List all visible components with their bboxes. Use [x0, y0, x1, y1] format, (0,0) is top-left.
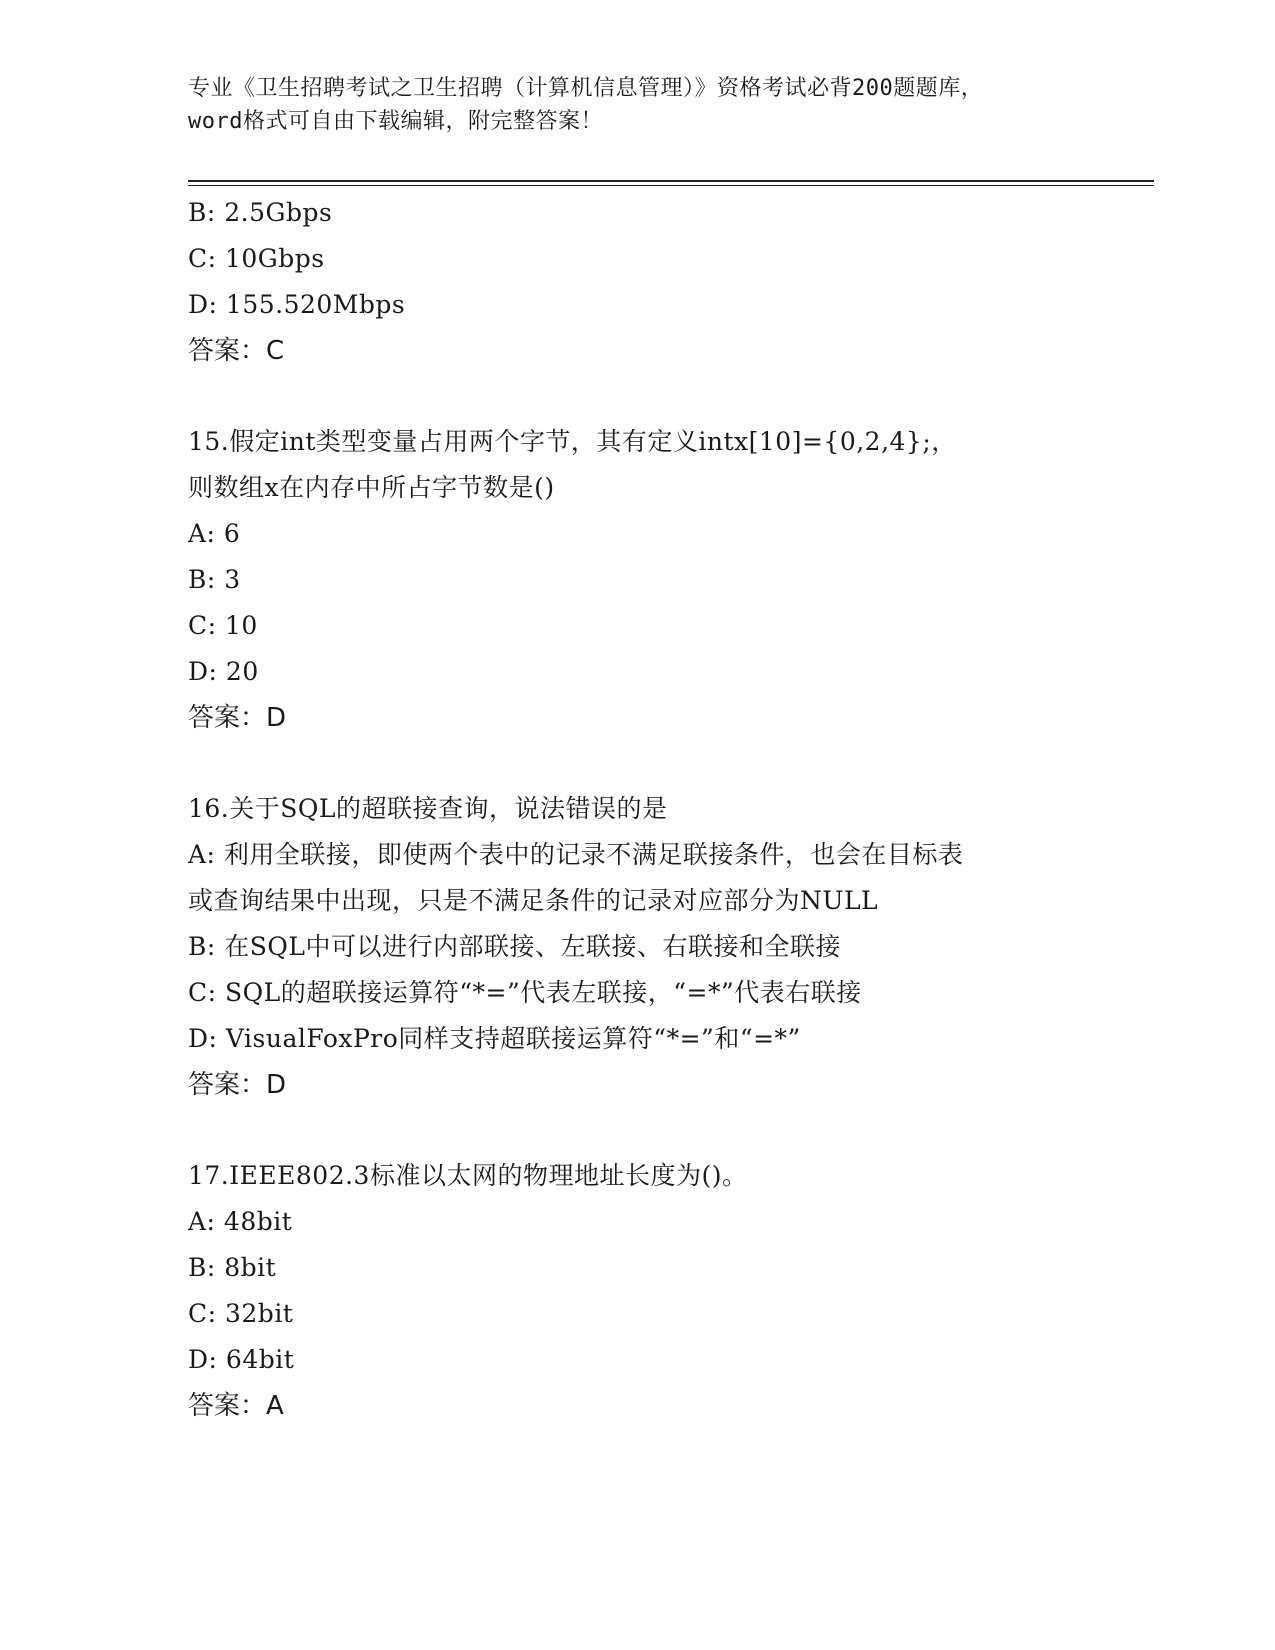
- option-b: B: 3: [188, 565, 241, 594]
- option-a: A: 48bit: [188, 1207, 293, 1236]
- option-c: C: 10Gbps: [188, 244, 325, 273]
- option-c: C: 10: [188, 611, 258, 640]
- document-header: [188, 72, 1088, 138]
- answer-line: 答案：C: [188, 336, 285, 366]
- question-stem: 17.IEEE802.3标准以太网的物理地址长度为()。: [188, 1161, 748, 1190]
- document-body: [188, 190, 1088, 1429]
- option-a: A: 利用全联接，即使两个表中的记录不满足联接条件，也会在目标表: [188, 840, 964, 869]
- option-c: C: SQL的超联接运算符“*=”代表左联接，“=*”代表右联接: [188, 978, 862, 1007]
- question-gap: [188, 741, 1088, 786]
- answer-line: 答案：A: [188, 1391, 284, 1421]
- answer-line: 答案：D: [188, 703, 287, 733]
- option-b: B: 8bit: [188, 1253, 277, 1282]
- option-a: A: 6: [188, 519, 241, 548]
- question-stem: 15.假定int类型变量占用两个字节，其有定义intx[10]={0,2,4};，: [188, 427, 957, 456]
- option-d: D: 64bit: [188, 1345, 295, 1374]
- question-stem: 16.关于SQL的超联接查询，说法错误的是: [188, 794, 668, 823]
- option-d: D: 20: [188, 657, 259, 686]
- option-d: D: 155.520Mbps: [188, 290, 406, 319]
- question-gap: [188, 1108, 1088, 1153]
- question-14-continued: [188, 190, 1088, 374]
- question-16: [188, 786, 1088, 1108]
- option-d: D: VisualFoxPro同样支持超联接运算符“*=”和“=*”: [188, 1024, 801, 1053]
- header-line-1: 专业《卫生招聘考试之卫生招聘（计算机信息管理）》资格考试必背200题题库，: [188, 76, 984, 101]
- question-15: [188, 419, 1088, 741]
- question-stem: 则数组x在内存中所占字节数是(): [188, 473, 555, 502]
- header-line-2: word格式可自由下载编辑，附完整答案！: [188, 109, 603, 134]
- question-gap: [188, 374, 1088, 419]
- header-rule-thick: [188, 180, 1154, 182]
- header-rule-thin: [188, 185, 1154, 186]
- option-c: C: 32bit: [188, 1299, 294, 1328]
- option-b: B: 在SQL中可以进行内部联接、左联接、右联接和全联接: [188, 932, 841, 961]
- question-17: [188, 1153, 1088, 1429]
- option-b: B: 2.5Gbps: [188, 198, 333, 227]
- answer-line: 答案：D: [188, 1070, 287, 1100]
- option-a-continued: 或查询结果中出现，只是不满足条件的记录对应部分为NULL: [188, 886, 879, 915]
